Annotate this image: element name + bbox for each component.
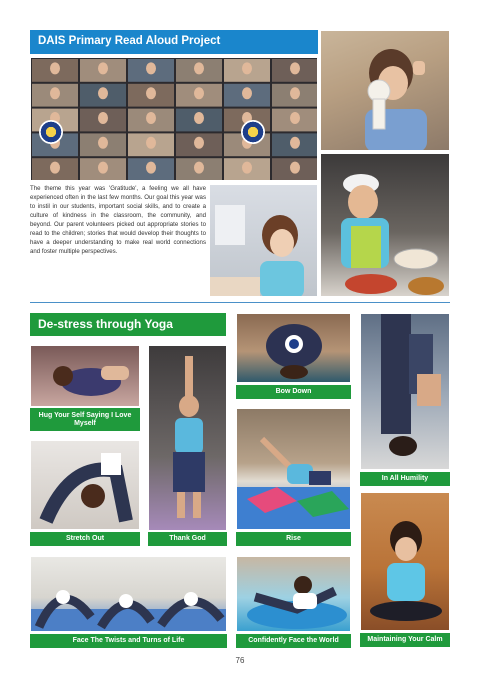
rise-pose-graphic bbox=[237, 409, 351, 530]
video-call-grid-graphic bbox=[31, 58, 318, 181]
participant-face bbox=[146, 162, 156, 174]
photo-twists-and-turns bbox=[30, 556, 227, 632]
participant-face bbox=[98, 162, 108, 174]
photo-thank-god bbox=[148, 345, 227, 531]
participant-face bbox=[290, 137, 300, 149]
photo-rise bbox=[236, 408, 351, 530]
participant-face bbox=[50, 162, 60, 174]
participant-face bbox=[50, 62, 60, 74]
participant-face bbox=[290, 162, 300, 174]
caption-thank-god: Thank God bbox=[148, 532, 227, 546]
participant-face bbox=[194, 62, 204, 74]
photo-girl-crafts bbox=[209, 184, 318, 297]
participant-face bbox=[98, 112, 108, 124]
calm-pose-graphic bbox=[361, 493, 450, 631]
humility-pose-graphic bbox=[361, 314, 450, 470]
twists-pose-graphic bbox=[31, 557, 227, 632]
caption-hug-yourself: Hug Your Self Saying I Love Myself bbox=[30, 408, 140, 431]
participant-face bbox=[242, 162, 252, 174]
participant-face bbox=[146, 137, 156, 149]
caption-stretch-out: Stretch Out bbox=[30, 532, 140, 546]
bow-down-pose-graphic bbox=[237, 314, 351, 383]
photo-boy-cooking bbox=[320, 153, 450, 297]
participant-face bbox=[194, 137, 204, 149]
photo-confidently-face-world bbox=[236, 556, 351, 632]
page-number: 76 bbox=[235, 656, 245, 665]
section-banner-read-aloud bbox=[30, 30, 318, 54]
school-logo-right bbox=[241, 120, 265, 144]
participant-face bbox=[242, 87, 252, 99]
participant-face bbox=[146, 87, 156, 99]
school-logo-left bbox=[39, 120, 63, 144]
caption-maintaining-calm: Maintaining Your Calm bbox=[360, 633, 450, 647]
caption-twists-and-turns: Face The Twists and Turns of Life bbox=[30, 634, 227, 648]
girl-crafts-graphic bbox=[210, 185, 318, 297]
caption-in-all-humility: In All Humility bbox=[360, 472, 450, 486]
video-call-collage bbox=[30, 57, 318, 181]
confident-pose-graphic bbox=[237, 557, 351, 632]
caption-confidently-face-world: Confidently Face the World bbox=[236, 634, 351, 648]
photo-stretch-out bbox=[30, 440, 140, 530]
participant-face bbox=[146, 112, 156, 124]
hug-pose-graphic bbox=[31, 346, 140, 407]
caption-bow-down: Bow Down bbox=[236, 385, 351, 399]
photo-hug-yourself bbox=[30, 345, 140, 407]
participant-face bbox=[50, 87, 60, 99]
caption-rise: Rise bbox=[236, 532, 351, 546]
photo-girl-paper-doll bbox=[320, 30, 450, 151]
section-title: DAIS Primary Read Aloud Project bbox=[38, 35, 221, 47]
participant-face bbox=[290, 112, 300, 124]
participant-face bbox=[98, 62, 108, 74]
photo-maintaining-calm bbox=[360, 492, 450, 631]
boy-cooking-graphic bbox=[321, 154, 450, 297]
participant-face bbox=[290, 62, 300, 74]
photo-bow-down bbox=[236, 313, 351, 383]
participant-face bbox=[290, 87, 300, 99]
intro-paragraph: The theme this year was 'Gratitude', a feeling we all have experienced often in the last few months. Our goal this year was to instil in our students, important social skills, and to create a culture of kindness in the classroom, the community, and beyond. Our parent volunteers picked out appropriate stories to read to the children; stories that would develop their thoughts to have a deeper understanding to make real world connections and foster multiple perspectives. bbox=[30, 185, 206, 255]
participant-face bbox=[194, 162, 204, 174]
participant-face bbox=[146, 62, 156, 74]
girl-paper-doll-graphic bbox=[321, 31, 450, 151]
section-banner-yoga bbox=[30, 313, 226, 336]
participant-face bbox=[98, 87, 108, 99]
participant-face bbox=[98, 137, 108, 149]
section-divider bbox=[30, 302, 450, 303]
stretch-pose-graphic bbox=[31, 441, 140, 530]
thank-god-pose-graphic bbox=[149, 346, 227, 531]
participant-face bbox=[194, 87, 204, 99]
photo-in-all-humility bbox=[360, 313, 450, 470]
participant-face bbox=[194, 112, 204, 124]
participant-face bbox=[242, 62, 252, 74]
yoga-section-title: De-stress through Yoga bbox=[38, 317, 173, 331]
